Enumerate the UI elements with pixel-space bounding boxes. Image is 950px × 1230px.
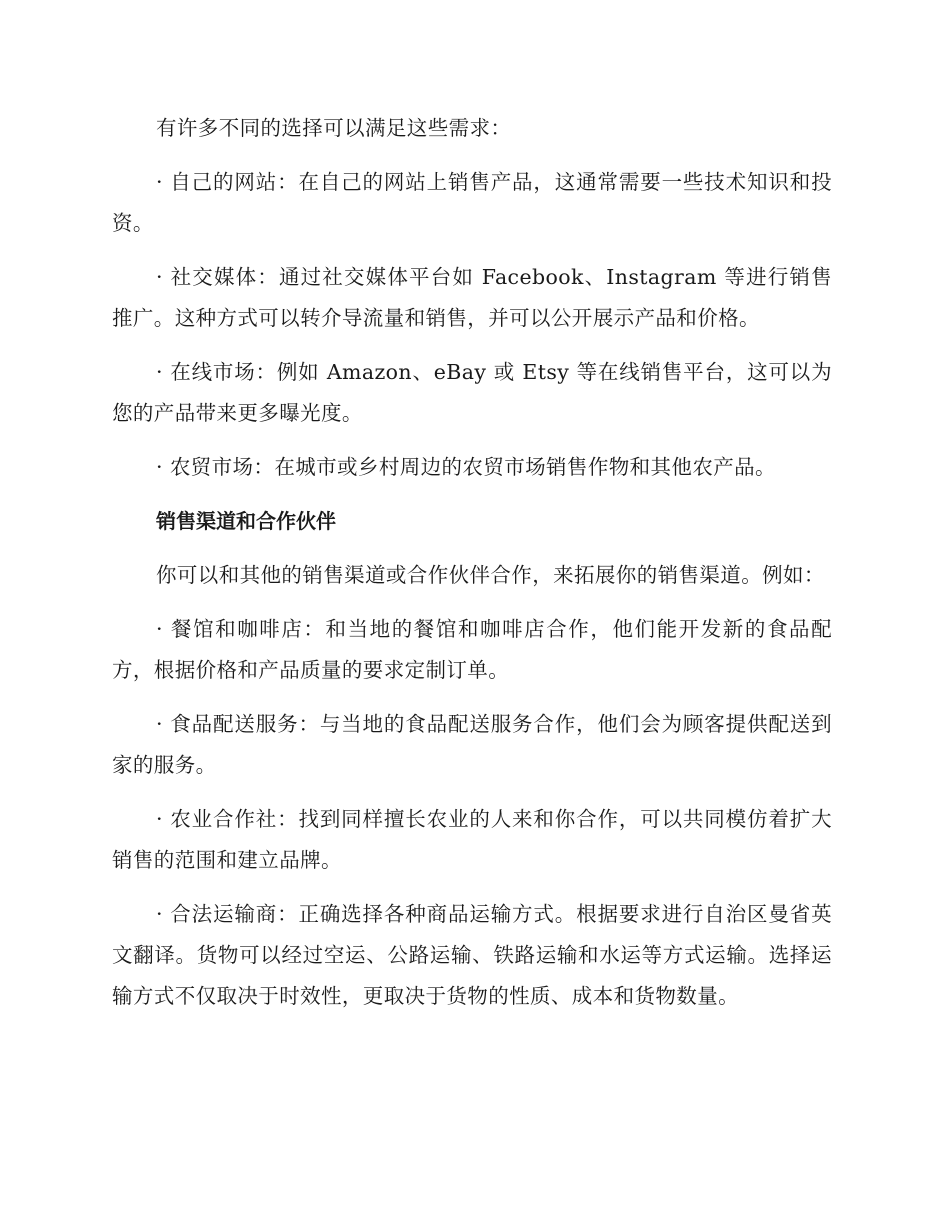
option-online-marketplace: · 在线市场：例如 Amazon、eBay 或 Etsy 等在线销售平台，这可以为您的产品带来更多曝光度。 [112, 360, 832, 425]
partner-food-delivery: · 食品配送服务：与当地的食品配送服务合作，他们会为顾客提供配送到家的服务。 [112, 712, 832, 777]
section-intro-paragraph: 你可以和其他的销售渠道或合作伙伴合作，来拓展你的销售渠道。例如： [156, 563, 825, 587]
intro-paragraph: 有许多不同的选择可以满足这些需求： [156, 116, 512, 140]
partner-restaurants-cafes: · 餐馆和咖啡店：和当地的餐馆和咖啡店合作，他们能开发新的食品配方，根据价格和产品质量的要求定制订单。 [112, 617, 832, 682]
partner-agricultural-coop: · 农业合作社：找到同样擅长农业的人来和你合作，可以共同模仿着扩大销售的范围和建立品牌。 [112, 807, 832, 872]
option-social-media: · 社交媒体：通过社交媒体平台如 Facebook、Instagram 等进行销售推广。这种方式可以转介导流量和销售，并可以公开展示产品和价格。 [112, 265, 832, 330]
document-body [112, 108, 832, 1030]
section-heading: 销售渠道和合作伙伴 [156, 509, 336, 533]
option-farmers-market: · 农贸市场：在城市或乡村周边的农贸市场销售作物和其他农产品。 [156, 455, 776, 479]
option-own-website: · 自己的网站：在自己的网站上销售产品，这通常需要一些技术知识和投资。 [112, 170, 832, 235]
partner-legal-carrier: · 合法运输商：正确选择各种商品运输方式。根据要求进行自治区曼省英文翻译。货物可以经过空运、公路运输、铁路运输和水运等方式运输。选择运输方式不仅取决于时效性，更取决于货物的性质、成本和货物数量。 [112, 902, 832, 1008]
